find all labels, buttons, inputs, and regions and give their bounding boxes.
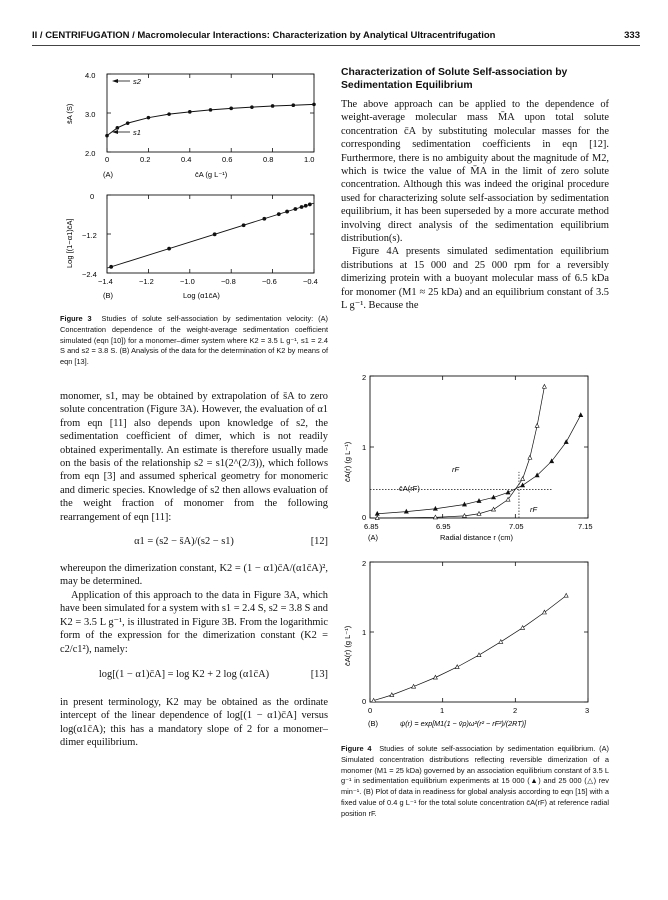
fig3a-point (312, 103, 316, 107)
fig3b-point (167, 247, 171, 251)
header-rule (32, 45, 640, 46)
fig4a-point (542, 384, 546, 388)
fig3a-s2-arrowhead (112, 79, 118, 83)
fig3b-ytick: 0 (90, 192, 95, 201)
figure-4b-frame (370, 562, 588, 702)
fig4b-xtick: 3 (585, 706, 590, 715)
fig4b-point (521, 626, 525, 630)
fig3b-ytick: −1.2 (82, 231, 97, 240)
fig4a-reference-conc-label: c̄A(rF) (399, 484, 420, 493)
fig3b-panel-label: (B) (103, 291, 113, 300)
fig3a-s1-label: s1 (133, 128, 141, 137)
left-paragraph-4: in present terminology, K2 may be obtained as the ordinate intercept of the linear dependence of log[(1 − α1)c̄A] versus log(α1c̄A); this has a mandatory slope of 2 for a monomer–dimer equilibrium. (60, 696, 328, 749)
fig3b-point (213, 232, 217, 236)
figure-4 (340, 370, 640, 740)
equation-13-body: log[(1 − α1)c̄A] = log K2 + 2 log (α1c̄A) (98, 668, 270, 680)
fig3b-xtick: −1.0 (180, 277, 195, 286)
left-column-text (60, 390, 328, 750)
fig3a-ytick: 3.0 (85, 110, 96, 119)
fig3b-point (262, 217, 266, 221)
figure-3b-plot (65, 192, 318, 300)
fig3a-s2-label: s2 (133, 77, 141, 86)
section-heading: Characterization of Solute Self-association by Sedimentation Equilibrium (341, 67, 568, 91)
fig4a-point (521, 483, 525, 487)
fig3a-ytick: 4.0 (85, 71, 96, 80)
running-header (32, 30, 640, 44)
equation-12-body: α1 = (s2 − s̄A)/(s2 − s1) (134, 536, 234, 548)
fig4b-ytick: 0 (362, 697, 367, 706)
page-number: 333 (624, 30, 640, 41)
fig4a-ytick: 2 (362, 373, 367, 382)
fig3b-xtick: −1.4 (98, 277, 113, 286)
figure-4b-plot (343, 559, 589, 728)
fig4b-panel-label: (B) (368, 719, 378, 728)
fig4b-point (477, 653, 481, 657)
fig4-caption-label: Figure 4 (341, 744, 372, 753)
fig3b-point (242, 223, 246, 227)
fig3a-point (250, 105, 254, 109)
header-title: II / CENTRIFUGATION / Macromolecular Interactions: Characterization by Analytical Ultracentrifugation (32, 30, 496, 41)
fig4a-point (492, 507, 496, 511)
equation-12-number: [12] (310, 536, 328, 548)
fig4a-curve (377, 387, 544, 518)
fig3a-xtick: 1.0 (304, 155, 315, 164)
fig4a-xtick: 6.95 (436, 522, 451, 531)
fig4b-point (455, 665, 459, 669)
left-paragraph-1: monomer, s1, may be obtained by extrapolation of s̄A to zero solute concentration (Figure 3A). However, the evaluation of α1 from eqn [11] also depends upon knowledge of s2, the sedimentation coefficient of dimer, which is not readily obtained experimentally. An estimate is therefore usually made on the basis of the relationship s2 = s1(2^(2/3)), which follows from eqn [3] and assumed spherical geometry for monomeric and dimeric species. Knowledge of s2 then allows evaluation of the weight fraction of monomer from the following rearrangement of eqn [11]: (60, 391, 328, 523)
fig4a-point (579, 413, 583, 417)
figure-4a-frame (370, 376, 588, 518)
fig4a-xtick: 7.05 (509, 522, 524, 531)
fig3a-xtick: 0.8 (263, 155, 274, 164)
fig3a-point (116, 126, 120, 130)
left-paragraph-3: Application of this approach to the data in Figure 3A, which have been simulated for a system with s1 = 2.4 S, s2 = 3.8 S and K2 = 3.5 L g⁻¹, is illustrated in Figure 3B. From the logarithmic form of the expression for the dimerization constant (K2 = c2/c1²), namely: (60, 589, 328, 655)
fig3b-fit-line (107, 203, 314, 268)
fig4b-ytick: 2 (362, 559, 367, 568)
equation-12 (60, 536, 328, 550)
fig4b-ytick: 1 (362, 628, 367, 637)
fig3b-point (109, 265, 113, 269)
right-column-text (341, 66, 609, 313)
fig4a-panel-label: (A) (368, 533, 378, 542)
equation-13 (60, 669, 328, 683)
left-paragraph-2: whereupon the dimerization constant, K2 = (1 − α1)c̄A/(α1c̄A)², may be determined. (60, 563, 328, 588)
fig4a-rf-label-upper: rF (452, 465, 460, 474)
fig3a-point (167, 112, 171, 116)
fig4a-xlabel: Radial distance r (cm) (440, 533, 513, 542)
fig3b-xtick: −0.8 (221, 277, 236, 286)
fig3a-point (209, 108, 213, 112)
fig4b-xtick: 0 (368, 706, 373, 715)
fig4a-xtick: 6.85 (364, 522, 379, 531)
fig4a-ytick: 1 (362, 443, 367, 452)
fig4a-xtick: 7.15 (578, 522, 593, 531)
fig4b-xlabel: ψ(r) = exp[M1(1 − v̄ρ)ω²(r² − rF²)/(2RT)] (400, 719, 527, 728)
figure-3b-frame (107, 195, 314, 273)
fig3b-point (308, 203, 312, 207)
fig3-caption-label: Figure 3 (60, 314, 92, 323)
figure-3a-plot (65, 71, 316, 179)
fig4a-ylabel: c̄A(r) (g L⁻¹) (343, 441, 352, 482)
fig3a-point (229, 107, 233, 111)
fig3a-point (292, 103, 296, 107)
figure-4-caption (341, 744, 609, 820)
fig3b-point (304, 204, 308, 208)
fig3a-panel-label: (A) (103, 170, 113, 179)
figure-3 (55, 62, 330, 312)
fig3a-ylabel: s̄A (S) (65, 103, 74, 124)
fig4a-point (535, 424, 539, 428)
fig3a-point (188, 110, 192, 114)
fig3b-xtick: −0.6 (262, 277, 277, 286)
fig4b-xtick: 2 (513, 706, 518, 715)
fig4b-ylabel: c̄A(r) (g L⁻¹) (343, 625, 352, 666)
fig4b-curve (374, 596, 567, 701)
fig4b-point (499, 640, 503, 644)
fig3b-point (300, 205, 304, 209)
fig3a-point (126, 121, 130, 125)
fig3b-xlabel: Log (α1c̄A) (183, 291, 220, 300)
fig3b-point (293, 207, 297, 211)
fig3b-xtick: −0.4 (303, 277, 318, 286)
equation-13-number: [13] (310, 668, 328, 680)
figure-3-caption (60, 314, 328, 368)
fig4a-point (521, 477, 525, 481)
fig3a-point (147, 116, 151, 120)
fig4a-rf-label-lower: rF (530, 505, 538, 514)
fig3b-point (277, 212, 281, 216)
fig4a-ytick: 0 (362, 513, 367, 522)
figure-4a-plot (343, 373, 593, 542)
fig3b-ytick: −2.4 (82, 270, 97, 279)
fig3b-ylabel: Log [(1−α1)c̄A] (65, 218, 74, 268)
fig3a-xtick: 0.2 (140, 155, 151, 164)
fig3a-xtick: 0.6 (222, 155, 233, 164)
fig3b-xtick: −1.2 (139, 277, 154, 286)
fig4-caption-text: Studies of solute self-association by sedimentation equilibrium. (A) Simulated concentration distributions reflecting reversible dimerization of a monomer (M1 = 25 kDa) governed by an association equilibrium constant of 3.5 L g⁻¹ in sedimentation equilibrium experiments at 15 000 (▲) and 25 000 (△) rev min⁻¹. (B) Plot of data in readiness for global analysis according to eqn [15] with a fixed value of 0.4 g L⁻¹ for the total solute concentration c̄A(rF) at reference radial position rF. (341, 744, 610, 818)
fig3a-xtick: 0.4 (181, 155, 192, 164)
fig4b-xtick: 1 (440, 706, 445, 715)
fig3a-xtick: 0 (105, 155, 110, 164)
fig4b-point (542, 610, 546, 614)
fig3a-xlabel: c̄A (g L⁻¹) (195, 170, 228, 179)
fig4b-point (564, 593, 568, 597)
right-paragraph-1: The above approach can be applied to the dependence of weight-average molecular mass M̄A upon total solute concentration c̄A by substituting molecular masses for the corresponding sedimentation coefficients in eqn [12]. Furthermore, there is no ambiguity about the magnitude of M2, which is twice the value of M̄A in the limit of zero solute concentration. Although this was indeed the original procedure used for characterizing solute self-association by sedimentation equilibrium, it has been superseded by a more accurate method involving direct analysis of the sedimentation equilibrium distribution(s). (341, 99, 609, 245)
fig3a-point (271, 104, 275, 108)
fig3a-point (105, 134, 109, 138)
fig4a-point (564, 440, 568, 444)
fig3-caption-text: Studies of solute self-association by sedimentation velocity: (A) Concentration dependence of the weight-average sedimentation coefficient simulated (eqn [10]) for a monomer–dimer system where K2 = 3.5 L g⁻¹, s1 = 2.4 S and s2 = 3.8 S. (B) Analysis of the data for the determination of K2 by means of eqn [13]. (60, 314, 329, 367)
right-paragraph-2: Figure 4A presents simulated sedimentation equilibrium distributions at 15 000 and 25 000 rpm for a reversibly dimerizing protein with a buoyant molecular mass of 6.5 kDa for monomer (M1 ≈ 25 kDa) and an equilibrium constant of 3.5 L g⁻¹. Because the (341, 246, 609, 312)
fig4a-point (528, 455, 532, 459)
fig3a-ytick: 2.0 (85, 149, 96, 158)
fig3b-point (285, 210, 289, 214)
